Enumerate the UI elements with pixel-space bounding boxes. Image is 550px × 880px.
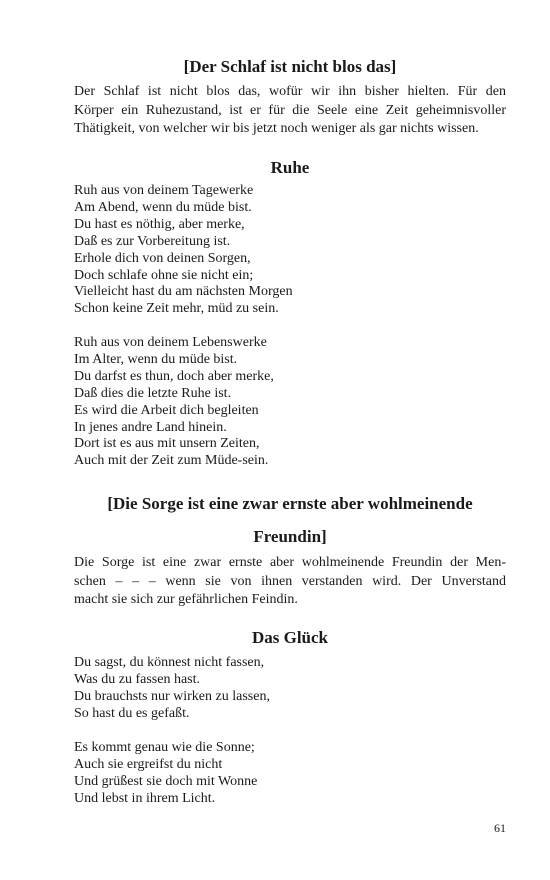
verse-line: Ruh aus von deinem Tagewerke [74,183,254,198]
verse-line: Auch mit der Zeit zum Müde-sein. [74,453,269,469]
text-line: Der Schlaf ist nicht blos das, wofür wir ihn bisher hielten. Für den [74,84,506,99]
text-line: Die Sorge ist eine zwar ernste aber wohlmeinende Freundin der Men- [74,555,506,570]
section-heading-sorge-line2: Freundin] [253,527,327,546]
text-line: Körper ein Ruhezustand, ist er für die Seele eine Zeit geheimnisvoller [74,102,506,118]
verse-line: Am Abend, wenn du müde bist. [74,199,252,215]
section-heading-sorge-line1: [Die Sorge ist eine zwar ernste aber wohlmeinende [107,494,473,513]
verse-line: Du sagst, du könnest nicht fassen, [74,655,265,670]
verse-line: Dort ist es aus mit unsern Zeiten, [74,436,260,452]
verse-line: Daß dies die letzte Ruhe ist. [74,385,232,401]
stanza-glueck-1 [74,655,270,723]
verse-line: Auch sie ergreifst du nicht [74,756,223,772]
verse-line: So hast du es gefaßt. [74,705,190,721]
stanza-glueck-2 [74,740,257,808]
verse-line: In jenes andre Land hinein. [74,419,227,435]
paragraph-sorge [74,554,506,610]
verse-line: Es wird die Arbeit dich begleiten [74,402,259,418]
verse-line: Daß es zur Vorbereitung ist. [74,233,231,249]
stanza-ruhe-1 [74,183,293,318]
verse-line: Du brauchsts nur wirken zu lassen, [74,688,270,704]
text-line: Thätigkeit, von welcher wir bis jetzt noch weniger als gar nichts wissen. [74,121,479,136]
text-line: macht sie sich zur gefährlichen Feindin. [74,592,298,607]
verse-line: Was du zu fassen hast. [74,671,201,687]
verse-line: Im Alter, wenn du müde bist. [74,351,238,367]
paragraph-schlaf [74,83,506,139]
page-number: 61 [494,821,506,835]
verse-line: Du darfst es thun, doch aber merke, [74,368,274,384]
verse-line: Und lebst in ihrem Licht. [74,790,216,806]
verse-line: Und grüßest sie doch mit Wonne [74,773,258,789]
text-line: schen – – – wenn sie von ihnen verstanden wird. Der Unverstand [74,573,506,589]
verse-line: Vielleicht hast du am nächsten Morgen [74,284,293,300]
verse-line: Schon keine Zeit mehr, müd zu sein. [74,301,279,317]
verse-line: Du hast es nöthig, aber merke, [74,216,245,232]
verse-line: Erhole dich von deinen Sorgen, [74,250,251,266]
poem-title-glueck: Das Glück [251,628,329,647]
section-heading-schlaf: [Der Schlaf ist nicht blos das] [183,57,397,76]
verse-line: Doch schlafe ohne sie nicht ein; [74,267,254,283]
stanza-ruhe-2 [74,335,274,470]
verse-line: Ruh aus von deinem Lebenswerke [74,335,267,350]
verse-line: Es kommt genau wie die Sonne; [74,740,255,755]
poem-title-ruhe: Ruhe [270,158,310,177]
